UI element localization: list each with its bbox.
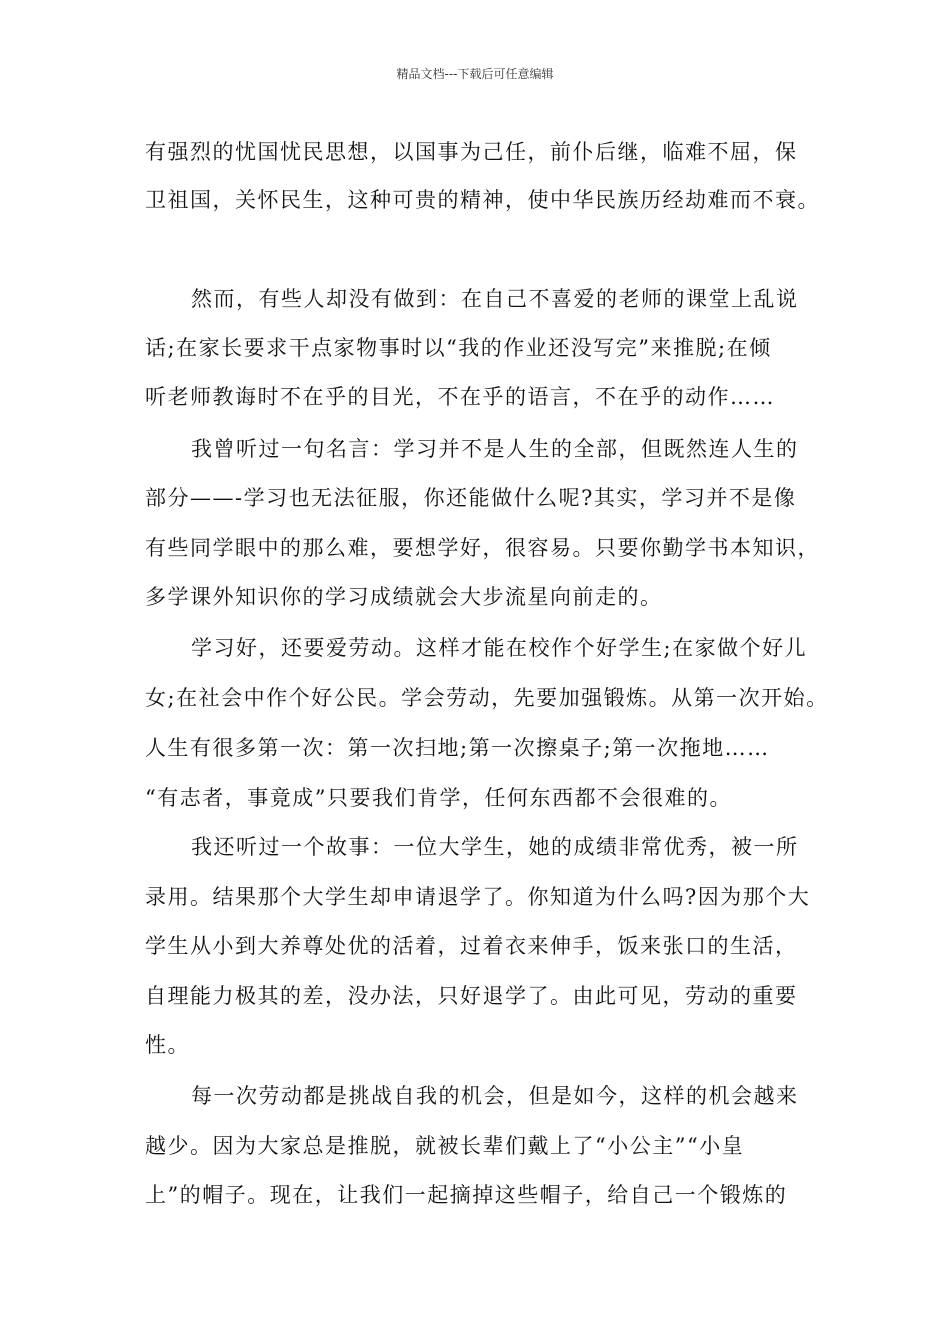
text-line: 学生从小到大养尊处优的活着，过着衣来伸手，饭来张口的生活， [145, 934, 798, 958]
text-line: 有些同学眼中的那么难，要想学好，很容易。只要你勤学书本知识， [145, 536, 820, 560]
text-line: 女;在社会中作个好公民。学会劳动，先要加强锻炼。从第一次开始。 [145, 686, 829, 710]
paragraph-first-line: 学习好，还要爱劳动。这样才能在校作个好学生;在家做个好儿 [191, 636, 808, 660]
text-line: 录用。结果那个大学生却申请退学了。你知道为什么吗?因为那个大 [145, 885, 811, 909]
text-line: 有强烈的忧国忧民思想，以国事为己任，前仆后继，临难不屈，保 [145, 140, 798, 164]
paragraph-first-line: 我曾听过一句名言：学习并不是人生的全部，但既然连人生的 [191, 437, 799, 461]
text-line: 越少。因为大家总是推脱，就被长辈们戴上了“小公主”“小皇 [145, 1134, 745, 1158]
text-line: 人生有很多第一次：第一次扫地;第一次擦桌子;第一次拖地…… [145, 736, 770, 760]
text-line: 性。 [145, 1033, 190, 1057]
text-line: 自理能力极其的差，没办法，只好退学了。由此可见，劳动的重要 [145, 984, 798, 1008]
paragraph-first-line: 每一次劳动都是挑战自我的机会，但是如今，这样的机会越来 [191, 1084, 799, 1108]
text-line: 卫祖国，关怀民生，这种可贵的精神，使中华民族历经劫难而不衰。 [145, 188, 820, 212]
page-header: 精品文档---下载后可任意编辑 [396, 67, 554, 81]
paragraph-first-line: 我还听过一个故事：一位大学生，她的成绩非常优秀，被一所 [191, 835, 799, 859]
text-line: 多学课外知识你的学习成绩就会大步流星向前走的。 [145, 585, 663, 609]
text-line: 上”的帽子。现在，让我们一起摘掉这些帽子，给自己一个锻炼的 [145, 1183, 788, 1207]
paragraph-first-line: 然而，有些人却没有做到：在自己不喜爱的老师的课堂上乱说 [191, 287, 799, 311]
text-line: “有志者，事竟成”只要我们肯学，任何东西都不会很难的。 [145, 786, 732, 810]
text-line: 话;在家长要求干点家物事时以“我的作业还没写完”来推脱;在倾 [145, 336, 772, 360]
text-line: 听老师教诲时不在乎的目光，不在乎的语言，不在乎的动作…… [145, 385, 775, 409]
text-line: 部分——-学习也无法征服，你还能做什么呢?其实，学习并不是像 [145, 486, 797, 510]
